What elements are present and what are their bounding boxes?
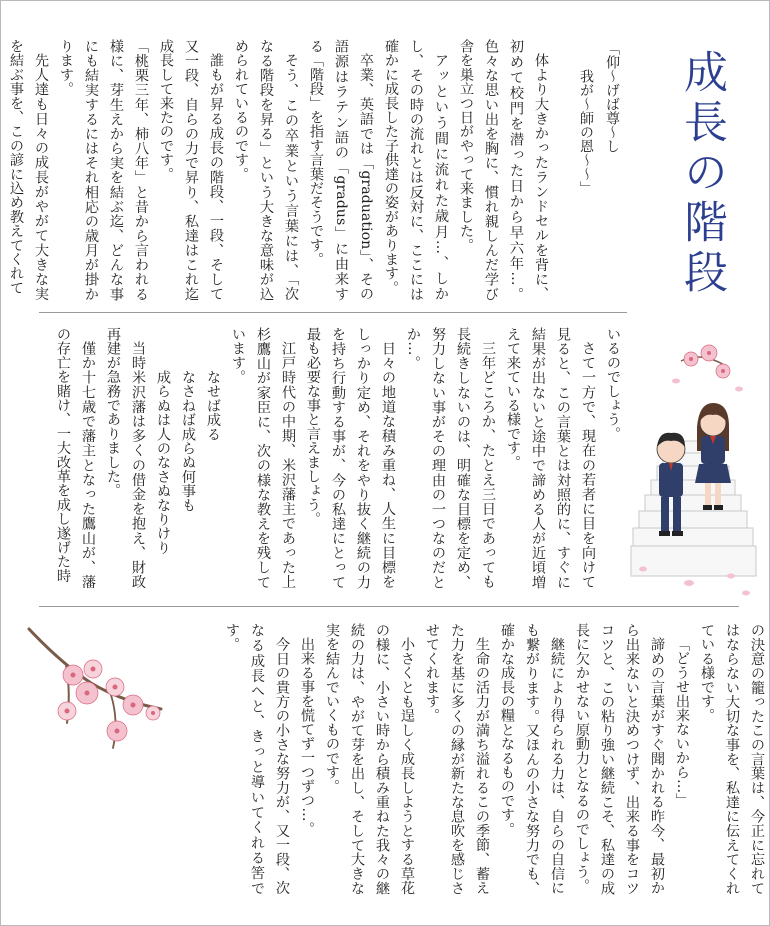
cherry-blossom-sprig-illustration: [672, 345, 743, 392]
paragraph: 卒業、英語では「graduation」、その語源はラテン語の「gradus」に由来する「階段」を指す言葉だそうです。: [308, 39, 374, 301]
subtitle-line-1: 「仰～げば尊～し: [604, 41, 620, 153]
cherry-blossom-branch-illustration: [21, 623, 181, 773]
paragraph: 「どうせ出来ないから…」: [674, 637, 690, 808]
paragraph: 先人達も日々の成長がやがて大きな実を結ぶ事を、この諺に込め教えてくれて: [8, 39, 49, 301]
paragraph: いるのでしょう。: [605, 327, 621, 441]
paragraph: 体より大きかったランドセルを背に、初めて校門を潜った日から早六年…。色々な思い出を胸に、慣れ親しんだ学び舎を巣立つ日がやって来ました。: [458, 39, 549, 301]
students-on-stairs-illustration: [631, 331, 756, 611]
paragraph: アッという間に流れた歳月…、しかし、その時の流れとは反対に、ここには確かに成長した子供達の姿があります。: [383, 39, 449, 301]
paragraph: 継続により得られる力は、自らの自信にも繋がります。又ほんの小さな努力でも、確かな成長の糧となるものです。: [499, 623, 565, 895]
poem-line: なせば成る: [205, 369, 221, 441]
article-section-2: [31, 327, 625, 589]
poem-line: 成らぬは人のなさぬなりけり: [155, 369, 171, 555]
song-lyric-subtitle: [573, 41, 625, 201]
page-title: 成長の階段: [676, 49, 727, 299]
article-section-3: [201, 623, 769, 895]
paragraph: 誰もが昇る成長の階段、一段、そして又一段、自らの力で昇り、私達はこれ迄成長して来たのです。: [158, 39, 224, 301]
paragraph: の決意の籠ったこの言葉は、今正に忘れてはならない大切な事を、私達に伝えてくれている様です。: [699, 623, 765, 895]
paragraph: 三年どころか、たとえ三日であっても長続きしないのは、明確な目標を定め、努力しない事がその理由の一つなのだとか…。: [405, 327, 496, 589]
paragraph: さて一方で、現在の若者に目を向けて見ると、この言葉とは対照的に、すぐに結果が出ないと途中で諦める人が近頃増えて来ている様です。: [505, 327, 596, 589]
paragraph: 小さくとも逞しく成長しようとする草花の様に、小さい時から積み重ねた我々の継続の力は、やがて芽を出し、そして大きな実を結んでいくものです。: [324, 623, 415, 895]
poem-line: なさねば成らぬ何事も: [180, 369, 196, 512]
paragraph: 諦めの言葉がすぐ聞かれる昨今、最初から出来ないと決めつけず、出来る事をコツコツと、この粘り強い継続こそ、私達の成長に欠かせない原動力となるのでしょう。: [574, 623, 665, 895]
paragraph: そう、この卒業という言葉には、「次なる階段を昇る」という大きな意味が込められているのです。: [233, 39, 299, 301]
paragraph: 「桃栗三年、柿八年」と昔から言われる様に、芽生えから実を結ぶ迄、どんな事にも結実するにはそれ相応の歳月が掛かります。: [58, 39, 149, 301]
paragraph: 日々の地道な積み重ね、人生に目標をしっかり定め、それをやり抜く継続の力を持ち行動する事が、今の私達にとって最も必要な事と言えましょう。: [305, 327, 396, 589]
paragraph: 生命の活力が満ち溢れるこの季節、蓄えた力を基に多くの縁が新たな息吹を感じさせてくれます。: [424, 623, 490, 895]
paragraph: 僅か十七歳で藩主となった鷹山が、藩の存亡を賭け、一大改革を成し遂げた時: [55, 327, 96, 589]
paragraph: 出来る事を慌てず一つずつ…。: [299, 637, 315, 836]
section-divider: [39, 312, 627, 313]
article-section-1: [8, 39, 553, 301]
paragraph: 今日の貴方の小さな努力が、又一段、次なる成長へと、きっと導いてくれる筈です。: [224, 623, 290, 895]
paragraph: 当時米沢藩は多くの借金を抱え、財政再建が急務でありました。: [105, 327, 146, 589]
subtitle-line-2: 我が～師の恩～～」: [578, 69, 594, 195]
paragraph: 江戸時代の中期、米沢藩主であった上杉鷹山が家臣に、次の様な教えを残しています。: [230, 327, 296, 589]
